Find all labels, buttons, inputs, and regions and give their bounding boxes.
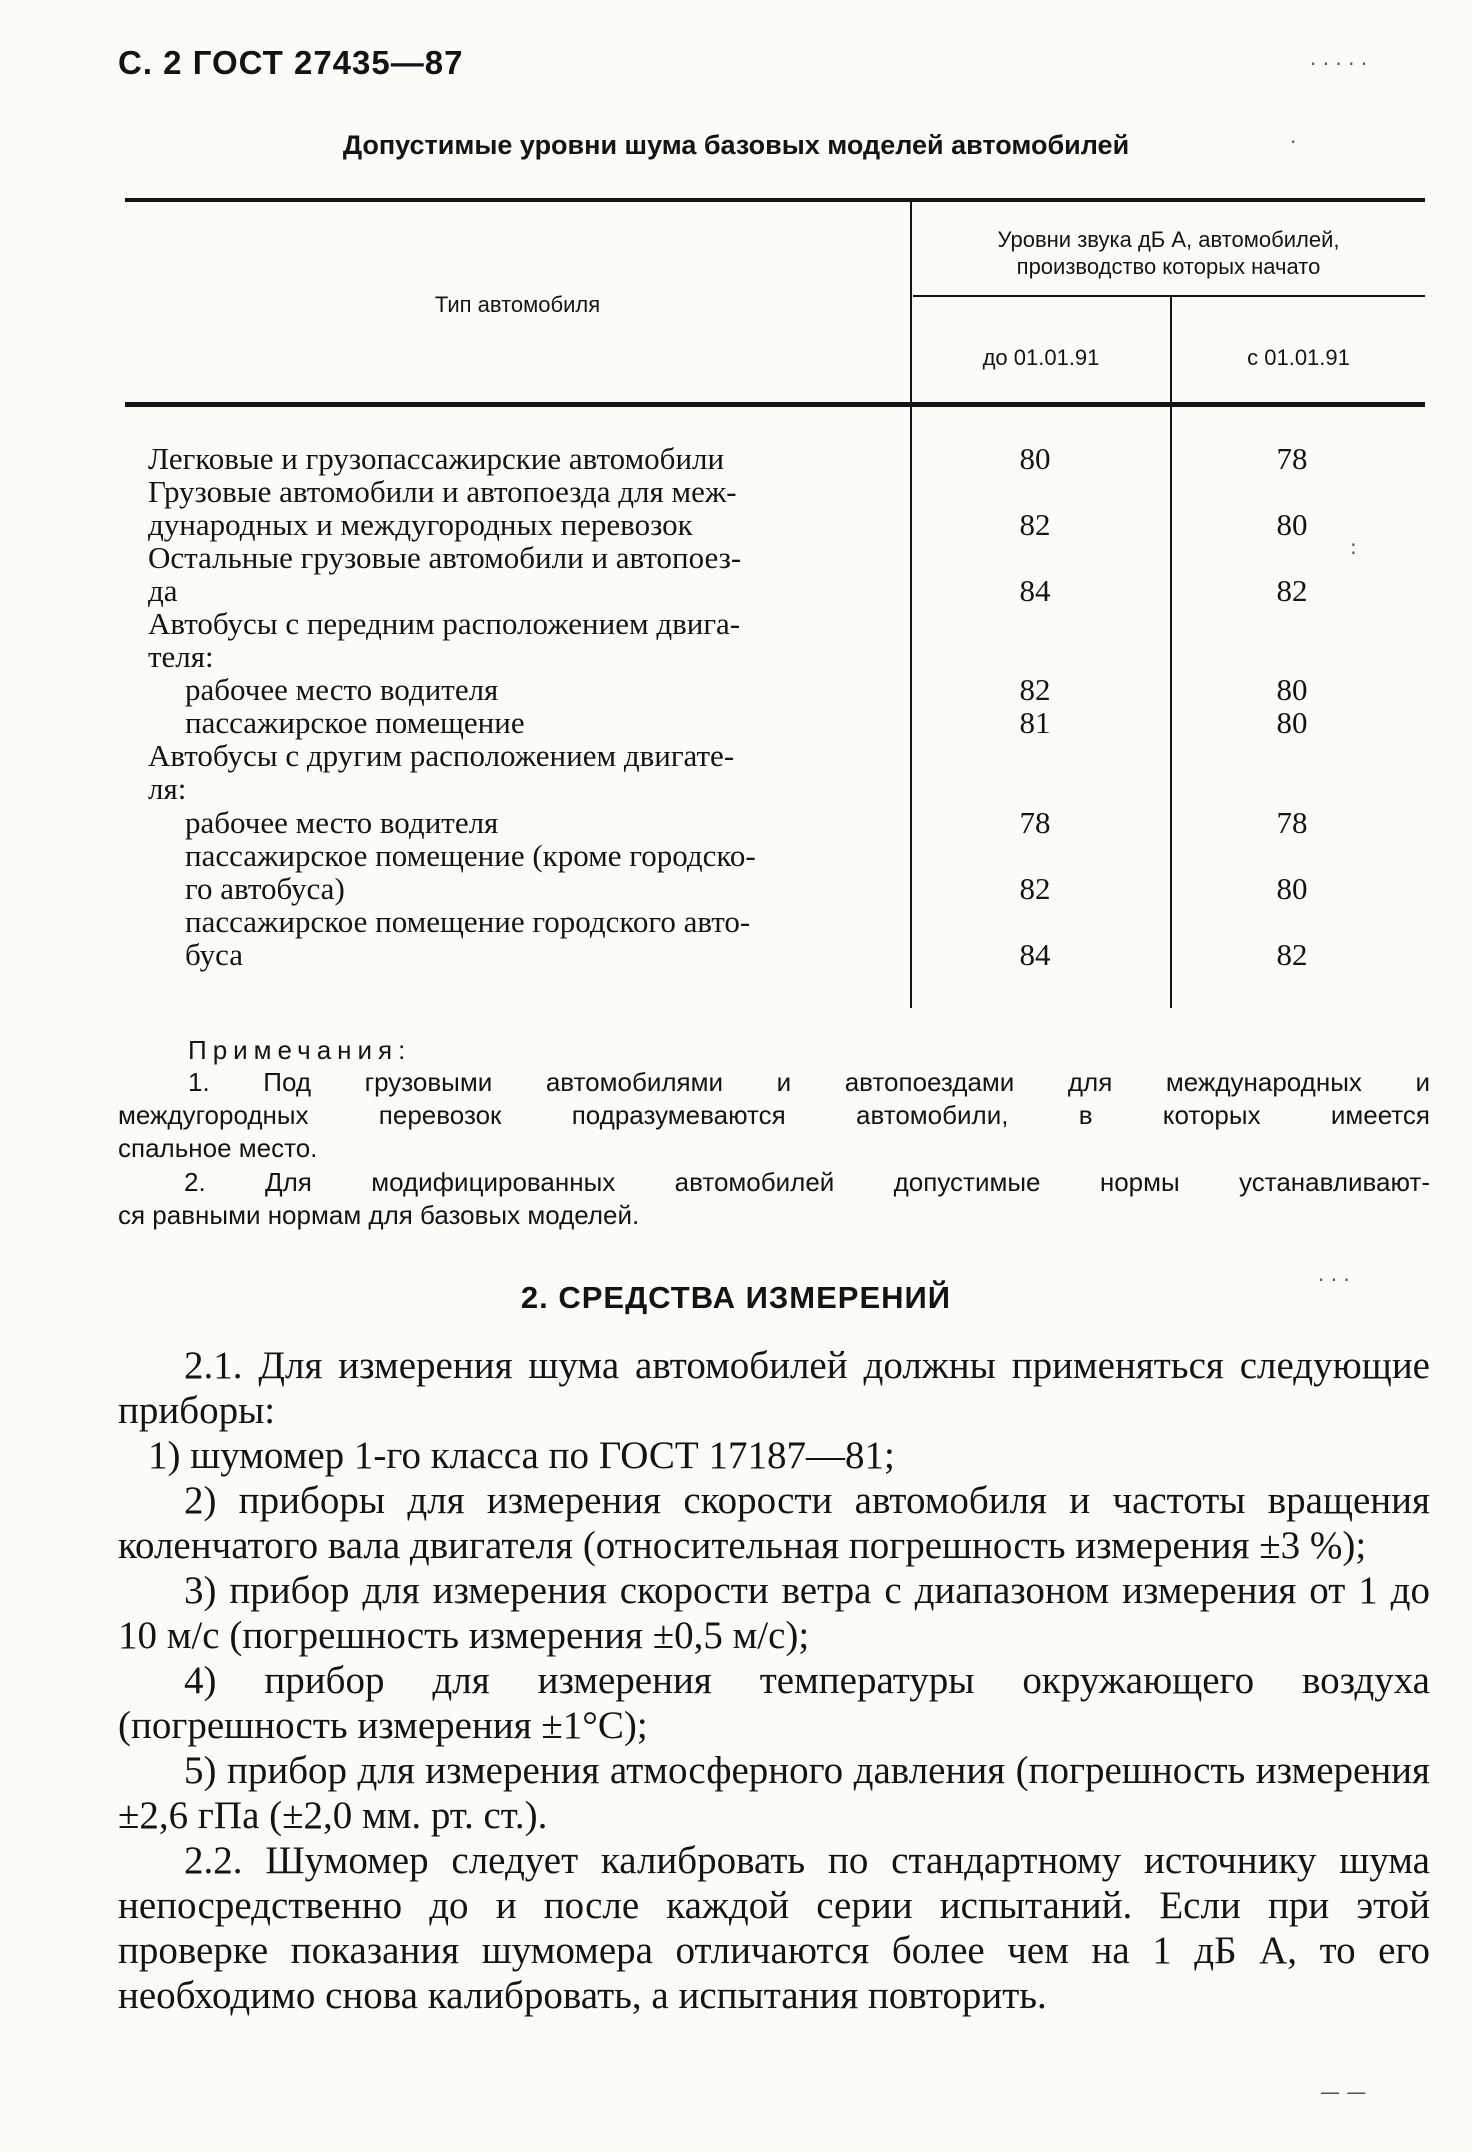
table-cell-before: 82 bbox=[1019, 672, 1051, 707]
table-cell-after: 80 bbox=[1276, 871, 1308, 906]
table-row-label: рабочее место водителя bbox=[185, 672, 499, 707]
table-row-label: Легковые и грузопассажирские автомобили bbox=[148, 441, 725, 476]
column-group-header-line1: Уровни звука дБ А, автомобилей, bbox=[997, 227, 1340, 252]
page-header: С. 2 ГОСТ 27435—87 bbox=[118, 44, 464, 81]
section-body bbox=[118, 1343, 1430, 2018]
table-row-label: Автобусы с другим расположением двигате- ля: bbox=[148, 738, 735, 806]
column-group-header-line2: производство которых начато bbox=[1016, 254, 1321, 279]
paragraph-item-5: 5) прибор для измерения атмосферного давления (погрешность измерения ±2,6 гПа (±2,0 мм. рт. ст.). bbox=[118, 1749, 1430, 1837]
table-cell-after: 80 bbox=[1276, 507, 1308, 542]
paragraph-2-2: 2.2. Шумомер следует калибровать по стандартному источнику шума непосредственно до и после каждой серии испытаний. Если при этой проверке показания шумомера отличаются более чем на 1 дБ А, то его необходимо снова калибровать, а испытания повторить. bbox=[118, 1839, 1430, 2017]
scan-speck: · · · bbox=[1318, 1268, 1350, 1292]
table-cell-before: 80 bbox=[1019, 441, 1051, 476]
table-col-divider-2 bbox=[1170, 297, 1172, 1008]
section-title: 2. СРЕДСТВА ИЗМЕРЕНИЙ bbox=[520, 1280, 952, 1315]
table-row-label: Остальные грузовые автомобили и автопоез- да bbox=[148, 540, 742, 608]
table-header-bottom-rule bbox=[125, 402, 1425, 407]
paragraph-item-4: 4) прибор для измерения температуры окружающего воздуха (погрешность измерения ±1°С); bbox=[118, 1659, 1430, 1747]
table-col-divider-1 bbox=[910, 200, 912, 1008]
note-2: 2. Для модифицированных автомобилей допустимые нормы устанавливают- ся равными нормам для базовых моделей. bbox=[118, 1167, 1430, 1230]
table-row-label: рабочее место водителя bbox=[185, 805, 499, 840]
scan-speck: · bbox=[1290, 130, 1297, 154]
notes-title: Примечания: bbox=[188, 1035, 412, 1065]
paragraph-2-1: 2.1. Для измерения шума автомобилей должны применяться следующие приборы: bbox=[118, 1344, 1430, 1432]
paragraph-item-3: 3) прибор для измерения скорости ветра с диапазоном измерения от 1 до 10 м/с (погрешность измерения ±0,5 м/с); bbox=[118, 1569, 1430, 1657]
table-cell-after: 78 bbox=[1276, 441, 1308, 476]
note-1: 1. Под грузовыми автомобилями и автопоездами для международных и междугородных перевозок подразумеваются автомобили, в которых имеется спальное место. bbox=[118, 1067, 1430, 1163]
table-cell-after: 80 bbox=[1276, 672, 1308, 707]
table-row-label: Грузовые автомобили и автопоезда для меж- дународных и междугородных перевозок bbox=[148, 474, 737, 542]
table-cell-before: 82 bbox=[1019, 507, 1051, 542]
table-top-rule bbox=[125, 198, 1425, 202]
table-cell-before: 81 bbox=[1019, 705, 1051, 740]
table-row-label: пассажирское помещение bbox=[185, 705, 525, 740]
table-row-label: пассажирское помещение городского авто- буса bbox=[185, 904, 751, 972]
table-cell-before: 84 bbox=[1019, 937, 1051, 972]
paragraph-item-2: 2) приборы для измерения скорости автомобиля и частоты вращения коленчатого вала двигателя (относительная погрешность измерения ±3 %); bbox=[118, 1479, 1430, 1567]
column-header-after: с 01.01.91 bbox=[1247, 345, 1350, 370]
scan-speck: : bbox=[1350, 535, 1357, 559]
table-row-label: пассажирское помещение (кроме городско- го автобуса) bbox=[185, 838, 756, 906]
paragraph-item-1: 1) шумомер 1-го класса по ГОСТ 17187—81; bbox=[148, 1434, 895, 1477]
table-title: Допустимые уровни шума базовых моделей автомобилей bbox=[342, 130, 1130, 160]
table-cell-after: 82 bbox=[1276, 937, 1308, 972]
table-cell-after: 82 bbox=[1276, 573, 1308, 608]
table-cell-before: 82 bbox=[1019, 871, 1051, 906]
table-row-label: Автобусы с передним расположением двига- теля: bbox=[148, 606, 741, 674]
table-cell-after: 80 bbox=[1276, 705, 1308, 740]
table-cell-after: 78 bbox=[1276, 805, 1308, 840]
table-cell-before: 78 bbox=[1019, 805, 1051, 840]
table-cell-before: 84 bbox=[1019, 573, 1051, 608]
table-group-subrule bbox=[913, 295, 1425, 297]
column-header-before: до 01.01.91 bbox=[982, 345, 1100, 370]
scan-speck: — — bbox=[1320, 2080, 1367, 2104]
scan-speck: · · · · · bbox=[1310, 52, 1368, 76]
column-header-type: Тип автомобиля bbox=[434, 292, 601, 317]
